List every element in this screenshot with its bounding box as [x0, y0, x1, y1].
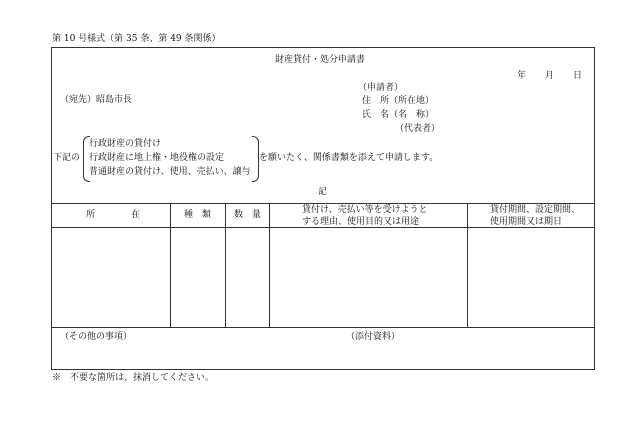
option-administrative-easement: 行政財産に地上権・地役権の設定	[89, 153, 225, 163]
form-number: 第 10 号様式（第 35 条、第 49 条関係）	[52, 34, 221, 44]
ki-label: 記	[318, 187, 328, 197]
options-right-bracket	[252, 136, 259, 182]
attachments-label: （添付資料）	[346, 332, 401, 342]
applicant-heading: （申請者）	[358, 83, 404, 93]
applicant-address-label: 住 所（所在地）	[362, 96, 435, 106]
column-divider-2	[225, 203, 226, 327]
column-divider-3	[269, 203, 270, 327]
table-bottom-line	[51, 327, 595, 328]
request-suffix: を願いたく、関係書類を添えて申請します。	[259, 153, 439, 163]
header-quantity: 数 量	[234, 210, 262, 220]
table-top-line	[51, 203, 595, 204]
header-period-line2: 使用期間又は期日	[490, 217, 563, 227]
table-header-bottom-line	[51, 227, 595, 228]
header-type: 種 類	[184, 210, 212, 220]
header-period-line1: 貸付期間、設定期間、	[490, 205, 581, 215]
form-title: 財産貸付・処分申請書	[275, 55, 366, 65]
header-reason-line1: 貸付け、売払い等を受けようと	[302, 205, 428, 215]
option-ordinary-property: 普通財産の貸付け、使用、売払い、譲与	[89, 167, 251, 177]
date-day-label: 日	[573, 71, 583, 81]
date-year-label: 年	[517, 71, 527, 81]
column-divider-4	[467, 203, 468, 327]
addressee: （宛先）昭島市長	[60, 95, 133, 105]
request-prefix: 下記の	[53, 153, 81, 163]
applicant-representative-label: （代表者）	[395, 124, 441, 134]
date-month-label: 月	[545, 71, 555, 81]
footnote: ※ 不要な箇所は、抹消してください。	[52, 373, 215, 383]
header-location: 所 在	[86, 210, 141, 220]
applicant-name-label: 氏 名（名 称）	[362, 110, 435, 120]
column-divider-1	[170, 203, 171, 327]
header-reason-line2: する理由、使用目的又は用途	[302, 217, 420, 227]
option-administrative-lease: 行政財産の貸付け	[89, 139, 162, 149]
other-matters-label: （その他の事項）	[60, 332, 133, 342]
